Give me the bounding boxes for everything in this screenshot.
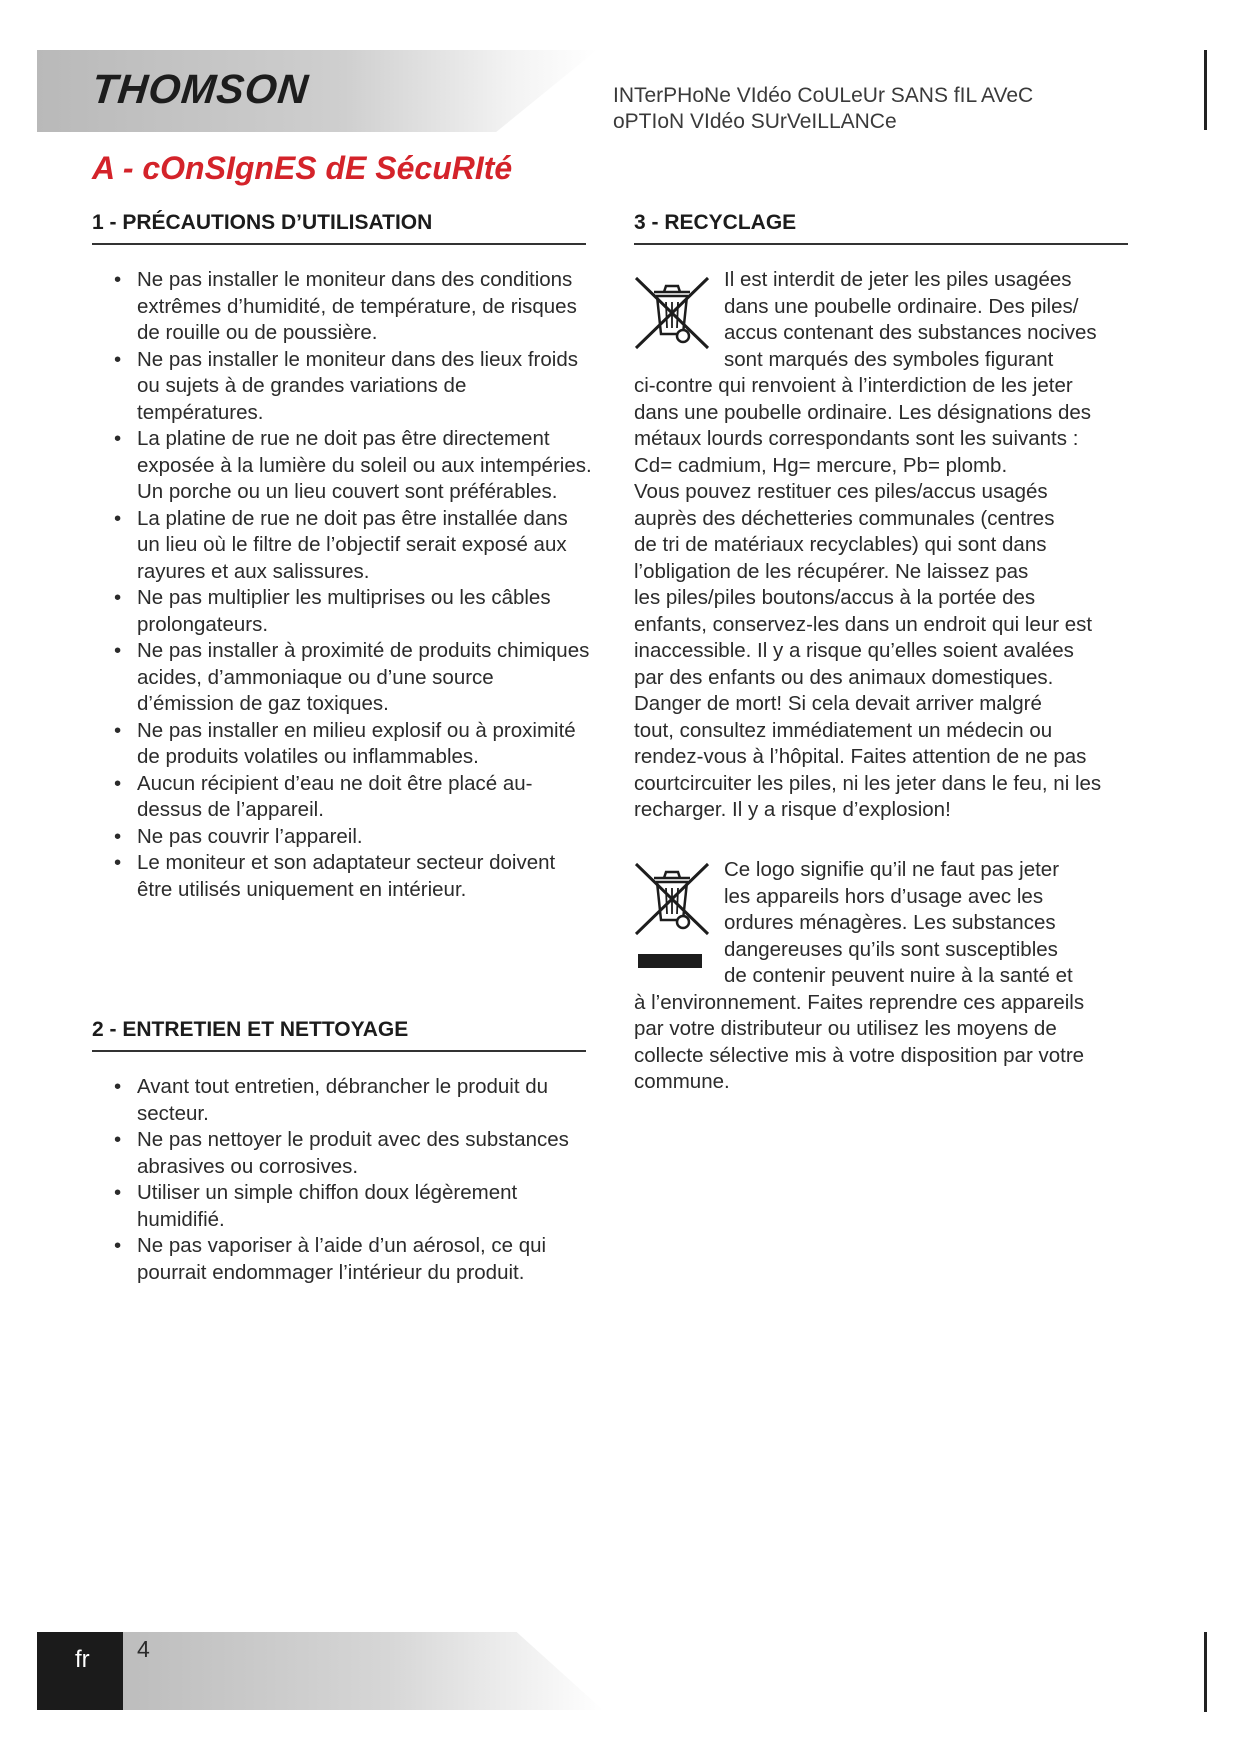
text-line: Il est interdit de jeter les piles usagées bbox=[724, 268, 1072, 291]
section-title: A - cOnSIgnES dE SécuRIté bbox=[92, 150, 513, 186]
text-line: accus contenant des substances nocives bbox=[724, 321, 1097, 344]
text-line: rendez-vous à l’hôpital. Faites attention de ne pas bbox=[634, 745, 1087, 768]
text-line: enfants, conservez-les dans un endroit qui leur est bbox=[634, 612, 1093, 636]
text-line: dangereuses qu’ils sont susceptibles bbox=[724, 937, 1058, 961]
page-number: 4 bbox=[137, 1636, 150, 1662]
list-item: • Aucun récipient d’eau ne doit être placé au-dessus de l’appareil. bbox=[114, 771, 533, 821]
language-code: fr bbox=[75, 1646, 90, 1673]
text-line: sont marqués des symboles figurant bbox=[724, 347, 1054, 371]
list-item: • La platine de rue ne doit pas être directement exposée à la lumière du soleil ou aux intempéries. Un porche ou un lieu couvert sont préférables. bbox=[114, 427, 592, 503]
text-line: de contenir peuvent nuire à la santé et bbox=[724, 964, 1073, 987]
text-line: les appareils hors d’usage avec les bbox=[724, 884, 1044, 908]
weee-recycling-text bbox=[634, 857, 1134, 1096]
list-item: • Utiliser un simple chiffon doux légèrement humidifié. bbox=[114, 1181, 518, 1231]
text-line: les piles/piles boutons/accus à la portée des bbox=[634, 586, 1036, 609]
text-line: dans une poubelle ordinaire. Les désignations des bbox=[634, 400, 1092, 424]
product-title bbox=[613, 83, 1173, 135]
maintenance-heading: 2 - ENTRETIEN ET NETTOYAGE bbox=[92, 1018, 586, 1052]
text-line: recharger. Il y a risque d’explosion! bbox=[634, 798, 951, 821]
header-rule bbox=[1204, 50, 1207, 130]
text-line: à l’environnement. Faites reprendre ces appareils bbox=[634, 990, 1085, 1014]
product-title-line-1: INTerPHoNe VIdéo CoULeUr SANS fIL AVeC bbox=[613, 84, 1034, 107]
text-line: par des enfants ou des animaux domestiques. bbox=[634, 665, 1054, 689]
list-item: • Ne pas installer le moniteur dans des conditions extrêmes d’humidité, de température, de risques de rouille ou de poussière. bbox=[114, 268, 577, 344]
text-line: dans une poubelle ordinaire. Des piles/ bbox=[724, 294, 1079, 318]
list-item: • Ne pas vaporiser à l’aide d’un aérosol, ce qui pourrait endommager l’intérieur du produit. bbox=[114, 1234, 547, 1284]
text-line: courtcircuiter les piles, ni les jeter dans le feu, ni les bbox=[634, 771, 1102, 795]
list-item: • Ne pas multiplier les multiprises ou les câbles prolongateurs. bbox=[114, 586, 551, 636]
list-item: • Ne pas installer le moniteur dans des lieux froids ou sujets à de grandes variations de températures. bbox=[114, 347, 578, 424]
list-item: • Avant tout entretien, débrancher le produit du secteur. bbox=[114, 1075, 549, 1125]
list-item: • Ne pas installer en milieu explosif ou à proximité de produits volatiles ou inflammables. bbox=[114, 718, 576, 768]
text-line: inaccessible. Il y a risque qu’elles soient avalées bbox=[634, 639, 1074, 662]
text-line: Ce logo signifie qu’il ne faut pas jeter bbox=[724, 858, 1060, 881]
text-line: tout, consultez immédiatement un médecin ou bbox=[634, 718, 1053, 742]
text-line: commune. bbox=[634, 1070, 730, 1093]
text-line: Cd= cadmium, Hg= mercure, Pb= plomb. bbox=[634, 453, 1008, 477]
text-line: Vous pouvez restituer ces piles/accus usagés bbox=[634, 480, 1048, 503]
text-line: ci-contre qui renvoient à l’interdiction de les jeter bbox=[634, 374, 1073, 397]
text-line: ordures ménagères. Les substances bbox=[724, 911, 1056, 934]
product-title-line-2: oPTIoN VIdéo SUrVeILLANCe bbox=[613, 110, 897, 133]
text-line: par votre distributeur ou utilisez les moyens de bbox=[634, 1017, 1057, 1040]
recycling-heading: 3 - RECYCLAGE bbox=[634, 211, 1128, 245]
list-item: • Le moniteur et son adaptateur secteur doivent être utilisés uniquement en intérieur. bbox=[114, 851, 556, 901]
list-item: • Ne pas couvrir l’appareil. bbox=[114, 824, 363, 848]
list-item: • La platine de rue ne doit pas être installée dans un lieu où le filtre de l’objectif serait exposé aux rayures et aux salissures. bbox=[114, 506, 568, 583]
list-item: • Ne pas nettoyer le produit avec des substances abrasives ou corrosives. bbox=[114, 1128, 569, 1178]
maintenance-list bbox=[92, 1074, 596, 1286]
footer-band bbox=[123, 1632, 603, 1710]
list-item: • Ne pas installer à proximité de produits chimiques acides, d’ammoniaque ou d’une source d’émission de gaz toxiques. bbox=[114, 639, 590, 715]
footer-rule bbox=[1204, 1632, 1207, 1712]
text-line: l’obligation de les récupérer. Ne laissez pas bbox=[634, 559, 1029, 583]
precautions-heading: 1 - PRÉCAUTIONS D’UTILISATION bbox=[92, 211, 586, 245]
brand-logo: THOMSON bbox=[89, 66, 312, 112]
language-tab bbox=[37, 1632, 123, 1710]
text-line: collecte sélective mis à votre disposition par votre bbox=[634, 1043, 1085, 1067]
text-line: Danger de mort! Si cela devait arriver malgré bbox=[634, 692, 1042, 715]
battery-recycling-text bbox=[634, 267, 1134, 824]
precautions-list bbox=[92, 267, 596, 903]
text-line: métaux lourds correspondants sont les suivants : bbox=[634, 427, 1079, 450]
text-line: auprès des déchetteries communales (centres bbox=[634, 506, 1055, 530]
text-line: de tri de matériaux recyclables) qui sont dans bbox=[634, 533, 1047, 556]
